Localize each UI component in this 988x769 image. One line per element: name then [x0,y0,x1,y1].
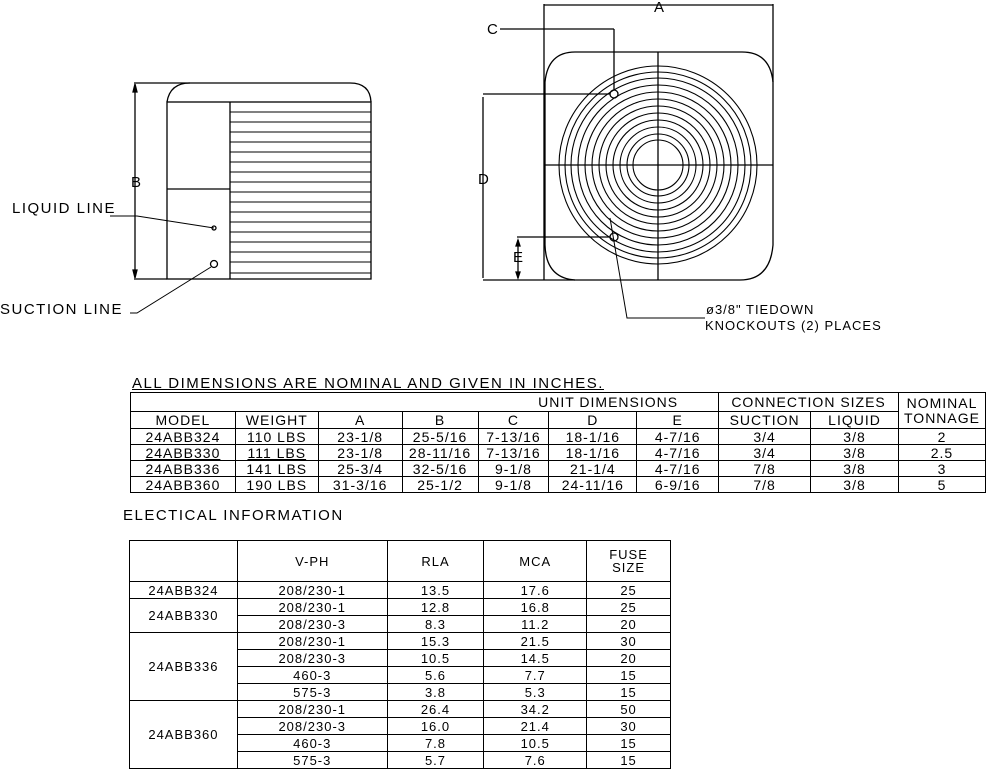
cell-fuse: 20 [587,650,671,667]
cell-liquid: 3/8 [811,445,899,461]
side-view-unit [110,83,371,313]
cell-rla: 15.3 [387,633,484,650]
cell-model: 24ABB336 [130,633,238,701]
cell-tonnage: 5 [898,477,985,493]
col-rla: RLA [387,541,484,582]
cell-b: 28-11/16 [402,445,478,461]
cell-vph: 208/230-1 [237,582,387,599]
dimension-label-d: D [478,171,491,188]
cell-suction: 3/4 [719,429,811,445]
cell-model: 24ABB330 [131,445,236,461]
cell-d: 21-1/4 [549,461,637,477]
cell-rla: 16.0 [387,718,484,735]
cell-liquid: 3/8 [811,461,899,477]
cell-model: 24ABB324 [130,582,238,599]
col-model: MODEL [131,412,236,429]
cell-weight: 110 LBS [235,429,318,445]
liquid-line-callout: LIQUID LINE [12,200,117,217]
cell-rla: 10.5 [387,650,484,667]
cell-c: 9-1/8 [478,477,549,493]
cell-mca: 16.8 [484,599,587,616]
fuse-label-line2: SIZE [612,560,646,575]
cell-mca: 21.5 [484,633,587,650]
cell-vph: 575-3 [237,684,387,701]
col-mca: MCA [484,541,587,582]
cell-liquid: 3/8 [811,477,899,493]
cell-d: 24-11/16 [549,477,637,493]
cell-b: 32-5/16 [402,461,478,477]
cell-tonnage: 3 [898,461,985,477]
cell-fuse: 15 [587,667,671,684]
cell-model: 24ABB324 [131,429,236,445]
cell-c: 7-13/16 [478,429,549,445]
col-suction: SUCTION [719,412,811,429]
cell-mca: 7.7 [484,667,587,684]
col-model [130,541,238,582]
col-fuse-size [587,541,671,582]
dimension-label-c: C [487,21,500,38]
cell-rla: 5.7 [387,752,484,769]
cell-vph: 208/230-1 [237,633,387,650]
cell-fuse: 25 [587,582,671,599]
cell-mca: 5.3 [484,684,587,701]
tiedown-note-line2: KNOCKOUTS (2) PLACES [705,318,882,333]
table-row [130,701,671,718]
cell-e: 4-7/16 [637,461,719,477]
cell-weight: 111 LBS [235,445,318,461]
cell-mca: 10.5 [484,735,587,752]
table-row [131,429,986,445]
tiedown-note-line1: ø3/8" TIEDOWN [706,302,815,317]
col-vph: V-PH [237,541,387,582]
col-d: D [549,412,637,429]
table-row [131,461,986,477]
col-weight: WEIGHT [235,412,318,429]
col-c: C [478,412,549,429]
cell-fuse: 30 [587,633,671,650]
cell-a: 31-3/16 [318,477,402,493]
dimension-label-a: A [654,0,666,16]
cell-a: 23-1/8 [318,445,402,461]
cell-mca: 17.6 [484,582,587,599]
cell-suction: 7/8 [719,461,811,477]
dimensions-table [130,392,986,493]
cell-fuse: 15 [587,735,671,752]
cell-d: 18-1/16 [549,429,637,445]
cell-rla: 26.4 [387,701,484,718]
suction-line-callout: SUCTION LINE [0,301,124,318]
cell-fuse: 20 [587,616,671,633]
cell-fuse: 15 [587,684,671,701]
cell-fuse: 15 [587,752,671,769]
cell-rla: 13.5 [387,582,484,599]
coil-fins [230,112,371,273]
col-b: B [402,412,478,429]
cell-d: 18-1/16 [549,445,637,461]
table-row [130,633,671,650]
table-row [130,582,671,599]
dimensions-note: ALL DIMENSIONS ARE NOMINAL AND GIVEN IN INCHES. [132,375,604,392]
cell-e: 4-7/16 [637,429,719,445]
cell-model: 24ABB330 [130,599,238,633]
cell-mca: 21.4 [484,718,587,735]
col-e: E [637,412,719,429]
cell-vph: 208/230-3 [237,616,387,633]
cell-e: 6-9/16 [637,477,719,493]
cell-suction: 3/4 [719,445,811,461]
cell-rla: 12.8 [387,599,484,616]
cell-b: 25-1/2 [402,477,478,493]
cell-model: 24ABB360 [131,477,236,493]
cell-tonnage: 2.5 [898,445,985,461]
table-row [131,477,986,493]
col-a: A [318,412,402,429]
cell-weight: 141 LBS [235,461,318,477]
cell-e: 4-7/16 [637,445,719,461]
cell-vph: 208/230-3 [237,650,387,667]
cell-model: 24ABB336 [131,461,236,477]
table-row [130,599,671,616]
cell-fuse: 50 [587,701,671,718]
cell-b: 25-5/16 [402,429,478,445]
cell-a: 25-3/4 [318,461,402,477]
cell-weight: 190 LBS [235,477,318,493]
cell-rla: 7.8 [387,735,484,752]
cell-c: 9-1/8 [478,461,549,477]
tiedown-knockout-upper-icon [610,90,618,98]
cell-vph: 575-3 [237,752,387,769]
cell-mca: 7.6 [484,752,587,769]
cell-rla: 8.3 [387,616,484,633]
fuse-label-line1: FUSE [609,547,648,562]
cell-a: 23-1/8 [318,429,402,445]
cell-liquid: 3/8 [811,429,899,445]
cell-rla: 5.6 [387,667,484,684]
electrical-table [129,540,671,769]
electrical-title: ELECTICAL INFORMATION [123,507,344,524]
cell-mca: 11.2 [484,616,587,633]
cell-vph: 208/230-1 [237,599,387,616]
cell-vph: 208/230-1 [237,701,387,718]
top-view-unit [483,4,773,318]
cell-suction: 7/8 [719,477,811,493]
dimension-label-b: B [131,174,143,191]
suction-port-icon [211,261,218,268]
cell-c: 7-13/16 [478,445,549,461]
dimension-label-e: E [513,249,525,266]
nominal-tonnage-header: NOMINAL TONNAGE [898,393,985,429]
cell-mca: 14.5 [484,650,587,667]
cell-mca: 34.2 [484,701,587,718]
col-liquid: LIQUID [811,412,899,429]
cell-fuse: 25 [587,599,671,616]
cell-vph: 460-3 [237,667,387,684]
cell-tonnage: 2 [898,429,985,445]
table-row [131,445,986,461]
cell-rla: 3.8 [387,684,484,701]
connection-sizes-header: CONNECTION SIZES [719,393,899,412]
cell-model: 24ABB360 [130,701,238,769]
unit-dimensions-header: UNIT DIMENSIONS [131,393,719,412]
cell-fuse: 30 [587,718,671,735]
cell-vph: 460-3 [237,735,387,752]
cell-vph: 208/230-3 [237,718,387,735]
